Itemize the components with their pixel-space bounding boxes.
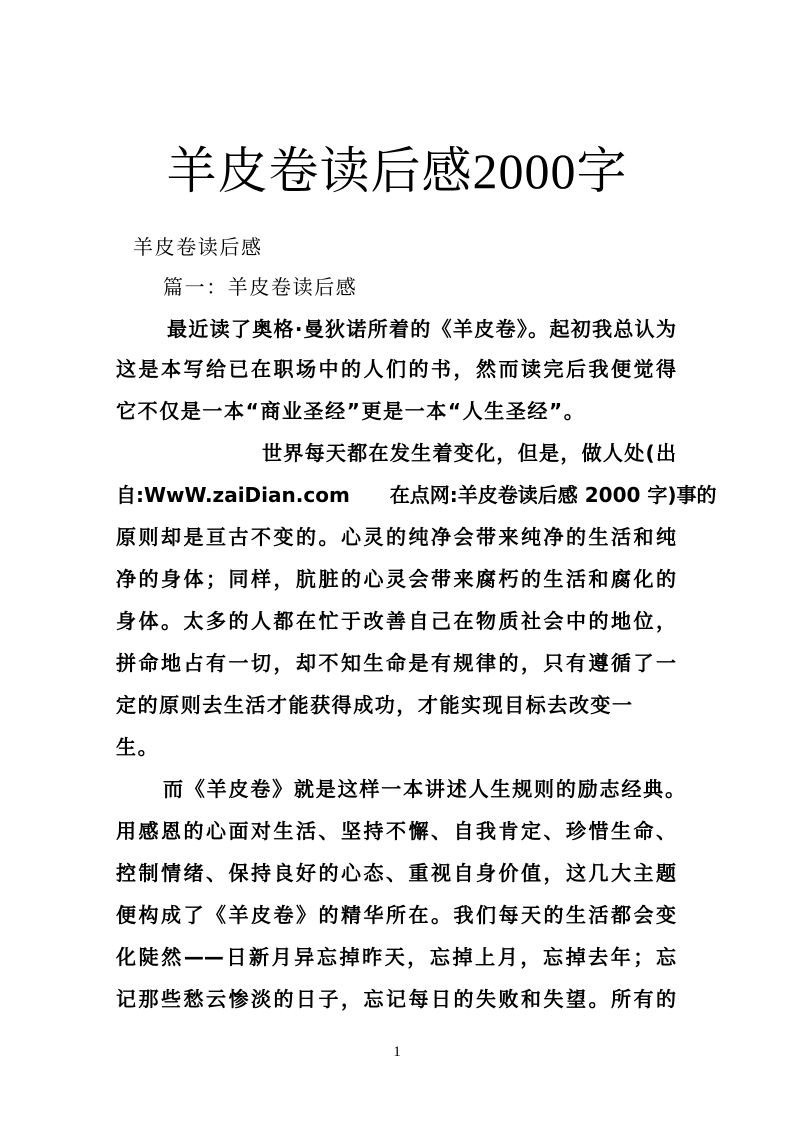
paragraph-line: 控制情绪、保持良好的心态、重视自身价值，这几大主题: [116, 861, 676, 885]
paragraph-line: 原则却是亘古不变的。心灵的纯净会带来纯净的生活和纯: [116, 525, 676, 549]
paragraph-line: 这是本写给已在职场中的人们的书，然而读完后我便觉得: [116, 357, 676, 381]
paragraph-line: 便构成了《羊皮卷》的精华所在。我们每天的生活都会变: [116, 903, 676, 927]
document-title: 羊皮卷读后感2000字: [166, 143, 628, 199]
paragraph-line: 化陡然——日新月异忘掉昨天，忘掉上月，忘掉去年；忘: [116, 945, 676, 969]
paragraph-line: 生。: [116, 735, 160, 759]
paragraph-line: 定的原则去生活才能获得成功，才能实现目标去改变一: [116, 693, 632, 717]
paragraph-line: 最近读了奥格·曼狄诺所着的《羊皮卷》。起初我总认为: [167, 317, 676, 341]
subtitle: 羊皮卷读后感: [133, 235, 263, 259]
paragraph-line: 净的身体；同样，肮脏的心灵会带来腐朽的生活和腐化的: [116, 567, 676, 591]
paragraph-line-with-link: 自:WwW.zaiDian.com 在点网:羊皮卷读后感 2000 字)事的: [116, 483, 717, 507]
paragraph-line: 世界每天都在发生着变化，但是，做人处(出: [262, 441, 676, 465]
section-heading: 篇一：羊皮卷读后感: [163, 275, 358, 299]
paragraph-line: 拼命地占有一切，却不知生命是有规律的，只有遵循了一: [116, 651, 676, 675]
paragraph-line: 而《羊皮卷》就是这样一本讲述人生规则的励志经典。: [163, 777, 685, 801]
paragraph-line: 记那些愁云惨淡的日子，忘记每日的失败和失望。所有的: [116, 987, 676, 1011]
paragraph-line: 身体。太多的人都在忙于改善自己在物质社会中的地位，: [116, 609, 676, 633]
paragraph-line: 用感恩的心面对生活、坚持不懈、自我肯定、珍惜生命、: [116, 819, 676, 843]
page-number: 1: [393, 1044, 401, 1060]
paragraph-line: 它不仅是一本“商业圣经”更是一本“人生圣经”。: [116, 399, 586, 423]
